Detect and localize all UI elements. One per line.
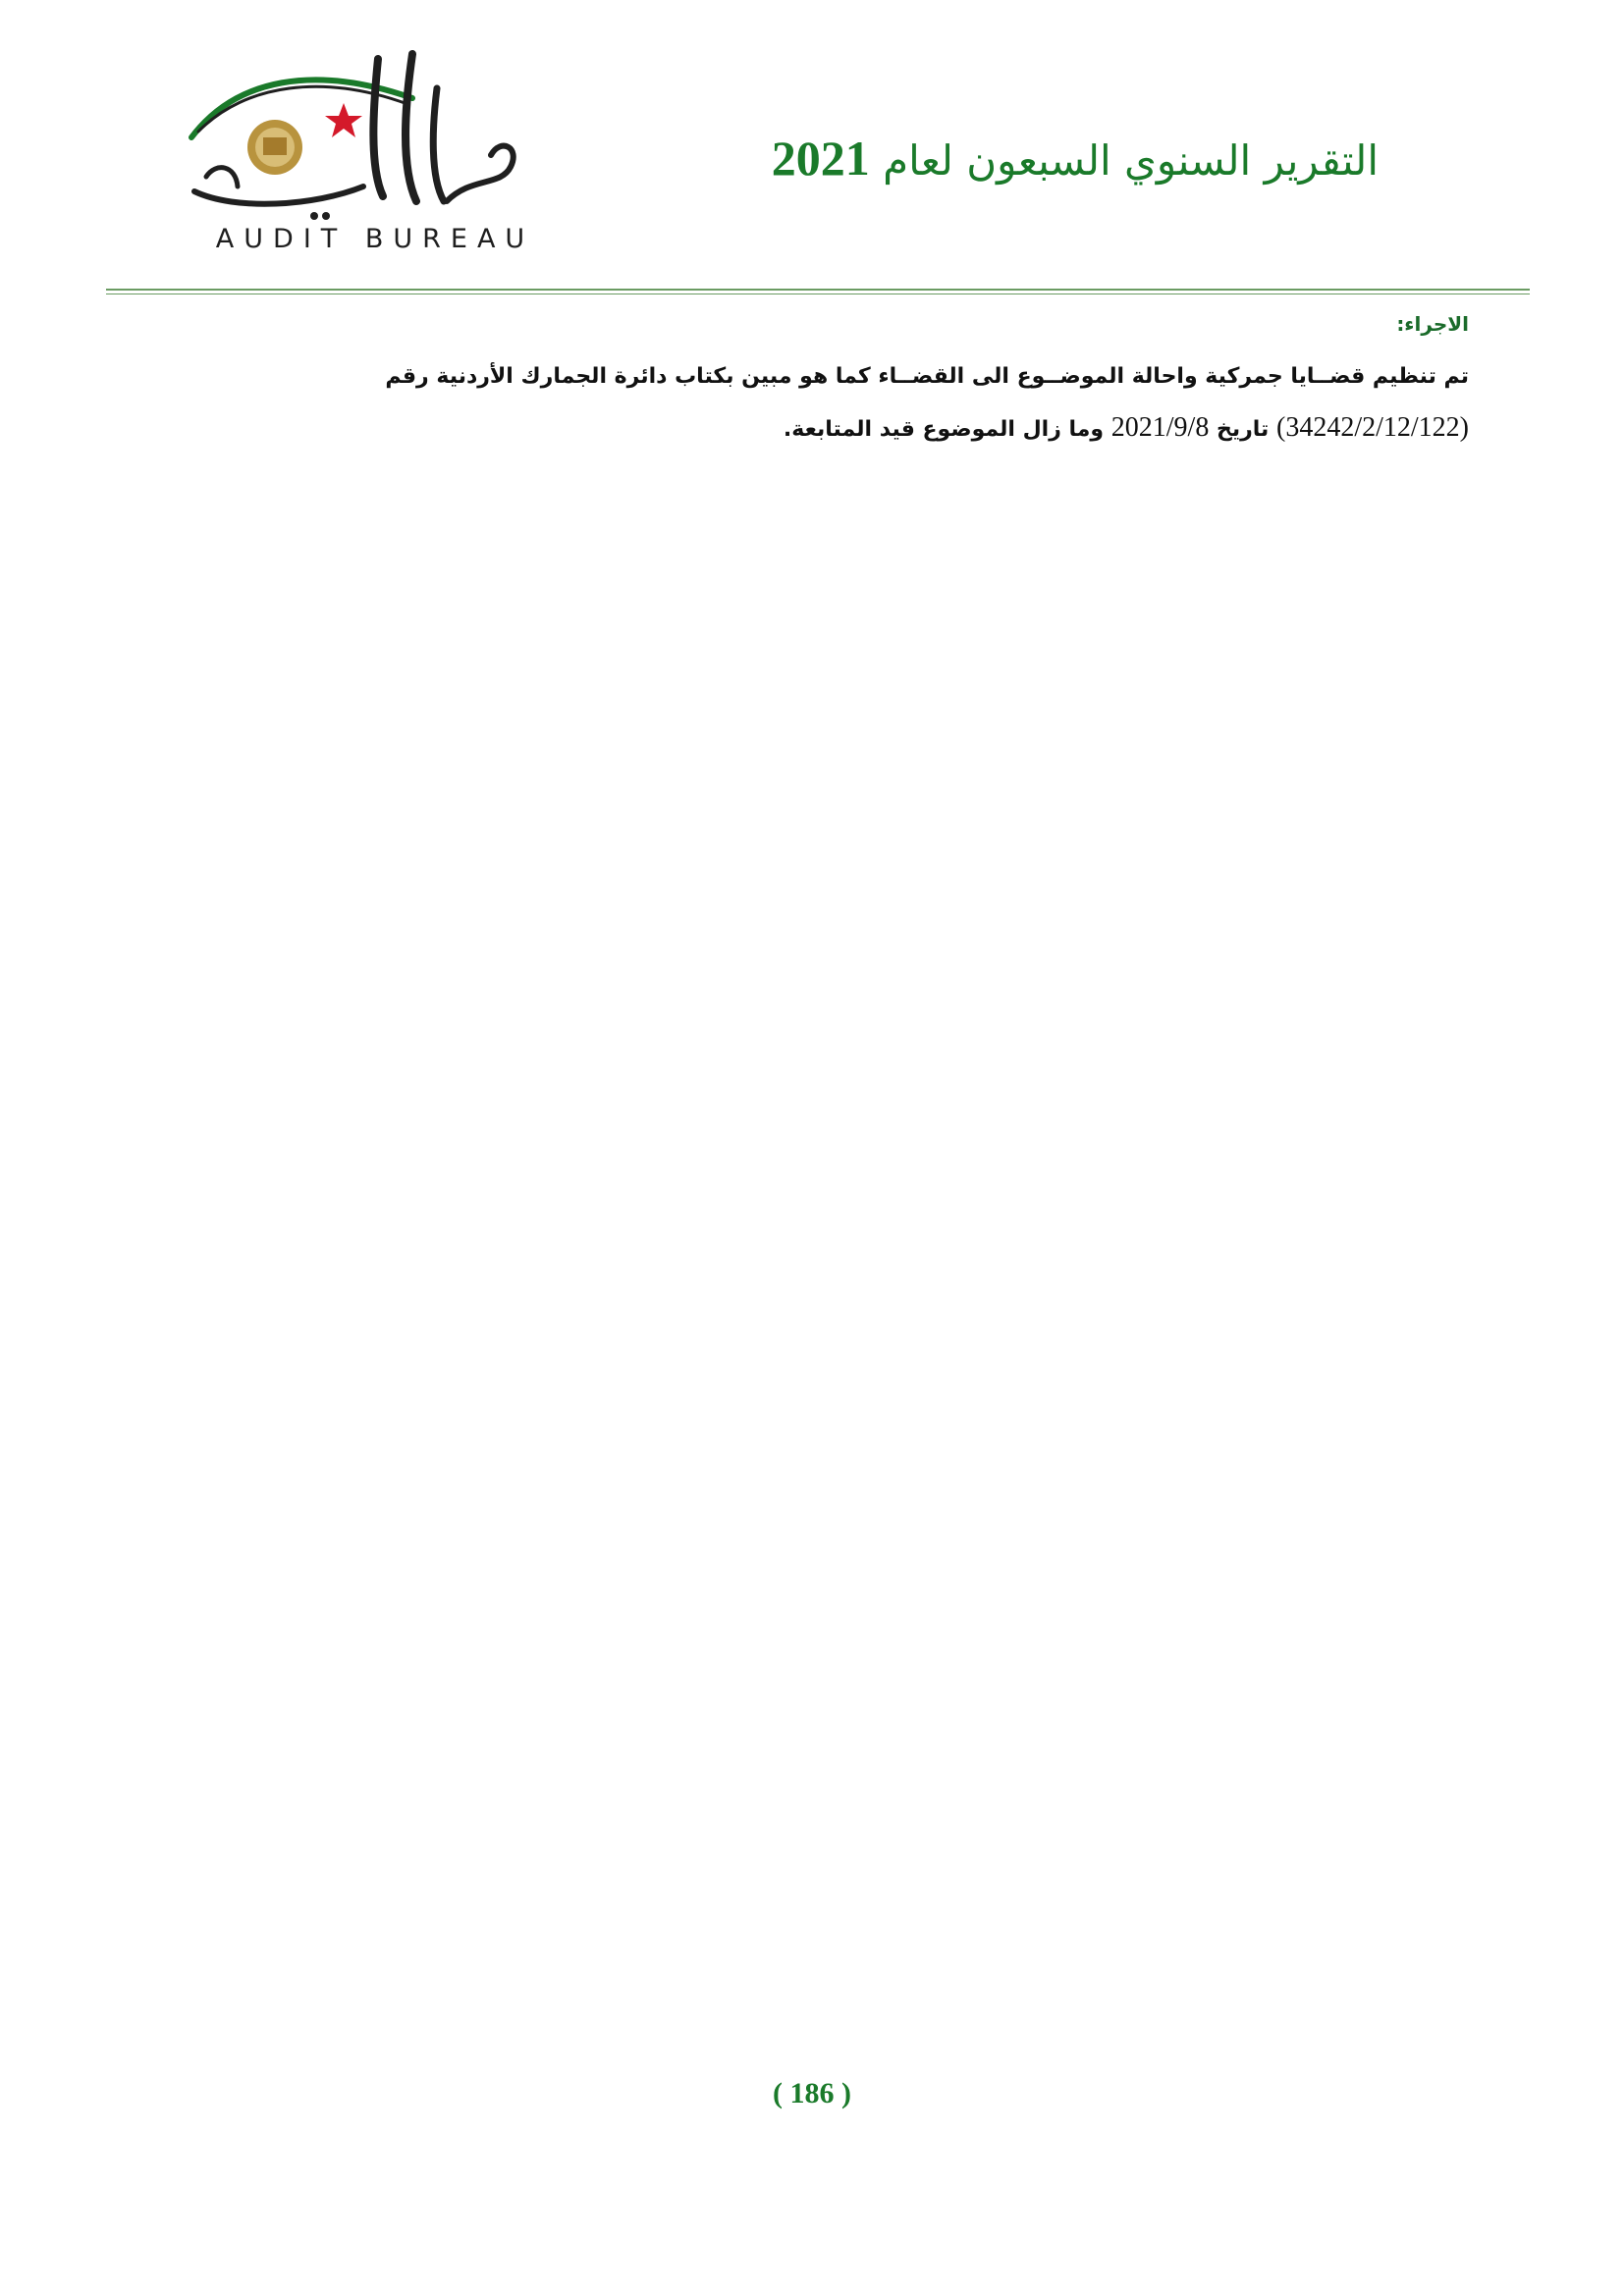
page-content: [153, 312, 1469, 455]
report-title-text: التقرير السنوي السبعون لعام: [883, 136, 1379, 185]
report-title: [772, 130, 1379, 187]
audit-bureau-logo: [177, 29, 569, 255]
customs-reference-number: (34242/2/12/122): [1276, 412, 1469, 443]
body-line-1: تم تنظيم قضــايا جمركية واحالة الموضــوع الى القضــاء كما هو مبين بكتاب دائرة الجمارك الأردنية رقم: [385, 364, 1469, 389]
section-heading: الاجراء:: [1396, 312, 1469, 336]
logo-subtitle: AUDIT BUREAU: [215, 224, 535, 254]
body-paragraph: [153, 351, 1469, 455]
page-header: [0, 0, 1624, 304]
body-line-2-end: وما زال الموضوع قيد المتابعة.: [783, 417, 1105, 442]
header-rule-thick: [106, 289, 1530, 291]
page-number: ( 186 ): [773, 2077, 851, 2109]
report-year: 2021: [771, 131, 870, 186]
date-label: تاريخ: [1217, 417, 1270, 442]
letter-date: 2021/9/8: [1110, 412, 1210, 443]
logo-emblem-icon: [177, 29, 569, 226]
